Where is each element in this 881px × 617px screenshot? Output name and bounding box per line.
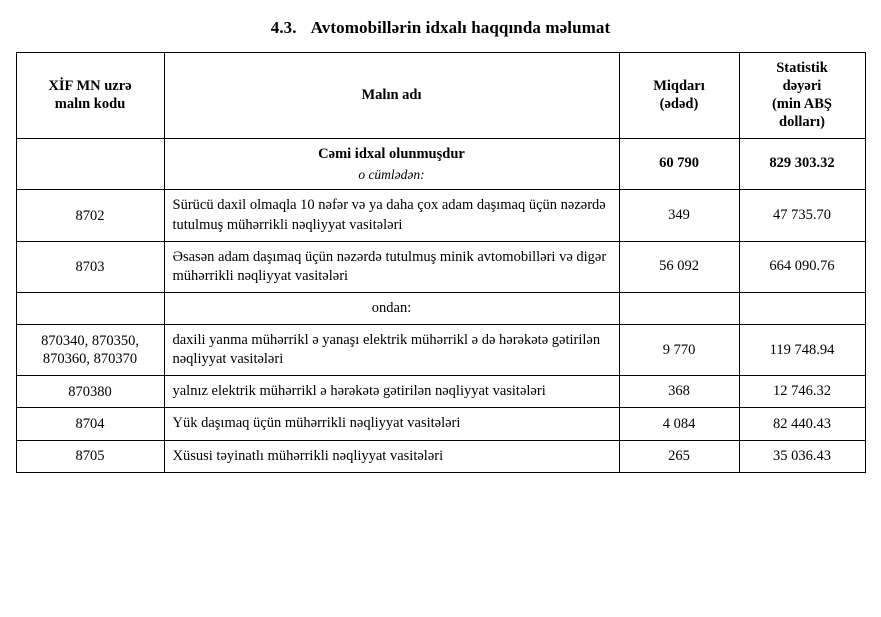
section-title: Avtomobillərin idxalı haqqında məlumat: [310, 18, 611, 37]
column-header-code-line2: malın kodu: [54, 96, 126, 113]
cell-name-note: o cümlədən:: [358, 166, 425, 182]
cell-name: Sürücü daxil olmaqla 10 nəfər və ya daha çox adam daşımaq üçün nəzərdə tutulmuş mühərrikli nəqliyyat vasitələri: [164, 190, 619, 241]
cell-value: 664 090.76: [739, 241, 865, 292]
cell-quantity: 265: [619, 440, 739, 472]
cell-code: 870380: [16, 376, 164, 408]
cell-value: 119 748.94: [739, 325, 865, 376]
cell-quantity: 9 770: [619, 325, 739, 376]
cell-value: [739, 292, 865, 324]
cell-name: daxili yanma mühərrikl ə yanaşı elektrik mühərrikl ə də hərəkətə gətirilən nəqliyyat vasitələri: [164, 325, 619, 376]
table-body: [16, 138, 865, 472]
cell-value: 47 735.70: [739, 190, 865, 241]
column-header-value-line4: dolları): [779, 114, 825, 131]
table-row: [16, 325, 865, 376]
column-header-quantity-line1: Miqdarı: [653, 78, 705, 95]
cell-code: 8702: [16, 190, 164, 241]
cell-code: 8703: [16, 241, 164, 292]
page-title: [0, 0, 881, 52]
table-row: [16, 292, 865, 324]
column-header-code: [16, 53, 164, 139]
cell-quantity: 4 084: [619, 408, 739, 440]
cell-quantity: [619, 292, 739, 324]
cell-quantity: 349: [619, 190, 739, 241]
table-header-row: [16, 53, 865, 139]
cell-value: 829 303.32: [739, 138, 865, 190]
table-row: [16, 241, 865, 292]
table-header: [16, 53, 865, 139]
cell-value: 12 746.32: [739, 376, 865, 408]
table-row: [16, 190, 865, 241]
column-header-code-line1: XİF MN uzrə: [48, 78, 132, 95]
column-header-quantity: [619, 53, 739, 139]
cell-code: 8705: [16, 440, 164, 472]
column-header-name: Malın adı: [164, 53, 619, 139]
cell-code: [16, 138, 164, 190]
cell-name: [164, 138, 619, 190]
cell-code: [16, 325, 164, 376]
cell-code: 8704: [16, 408, 164, 440]
cell-name: Yük daşımaq üçün mühərrikli nəqliyyat vasitələri: [164, 408, 619, 440]
cell-value: 35 036.43: [739, 440, 865, 472]
cell-name: Əsasən adam daşımaq üçün nəzərdə tutulmuş minik avtomobilləri və digər mühərrikli nəqliyyat vasitələri: [164, 241, 619, 292]
cell-quantity: 368: [619, 376, 739, 408]
table-row: [16, 408, 865, 440]
cell-name-text: Cəmi idxal olunmuşdur: [318, 145, 465, 162]
cell-name: Xüsusi təyinatlı mühərrikli nəqliyyat vasitələri: [164, 440, 619, 472]
cell-quantity: 56 092: [619, 241, 739, 292]
column-header-value-line1: Statistik: [776, 60, 828, 76]
column-header-value-line2: dəyəri: [782, 78, 822, 95]
table-row: [16, 440, 865, 472]
cell-quantity: 60 790: [619, 138, 739, 190]
cell-name: ondan:: [164, 292, 619, 324]
cell-name: yalnız elektrik mühərrikl ə hərəkətə gətirilən nəqliyyat vasitələri: [164, 376, 619, 408]
table-row: [16, 376, 865, 408]
cell-code: [16, 292, 164, 324]
section-number: 4.3.: [270, 18, 297, 37]
table-row: [16, 138, 865, 190]
cell-code-line2: 870360, 870370: [42, 351, 138, 368]
column-header-value-line3: (min ABŞ: [771, 96, 833, 113]
cell-code-line1: 870340, 870350,: [41, 333, 139, 350]
import-statistics-table: [16, 52, 866, 473]
column-header-quantity-line2: (ədəd): [659, 96, 699, 113]
cell-value: 82 440.43: [739, 408, 865, 440]
column-header-value: [739, 53, 865, 139]
